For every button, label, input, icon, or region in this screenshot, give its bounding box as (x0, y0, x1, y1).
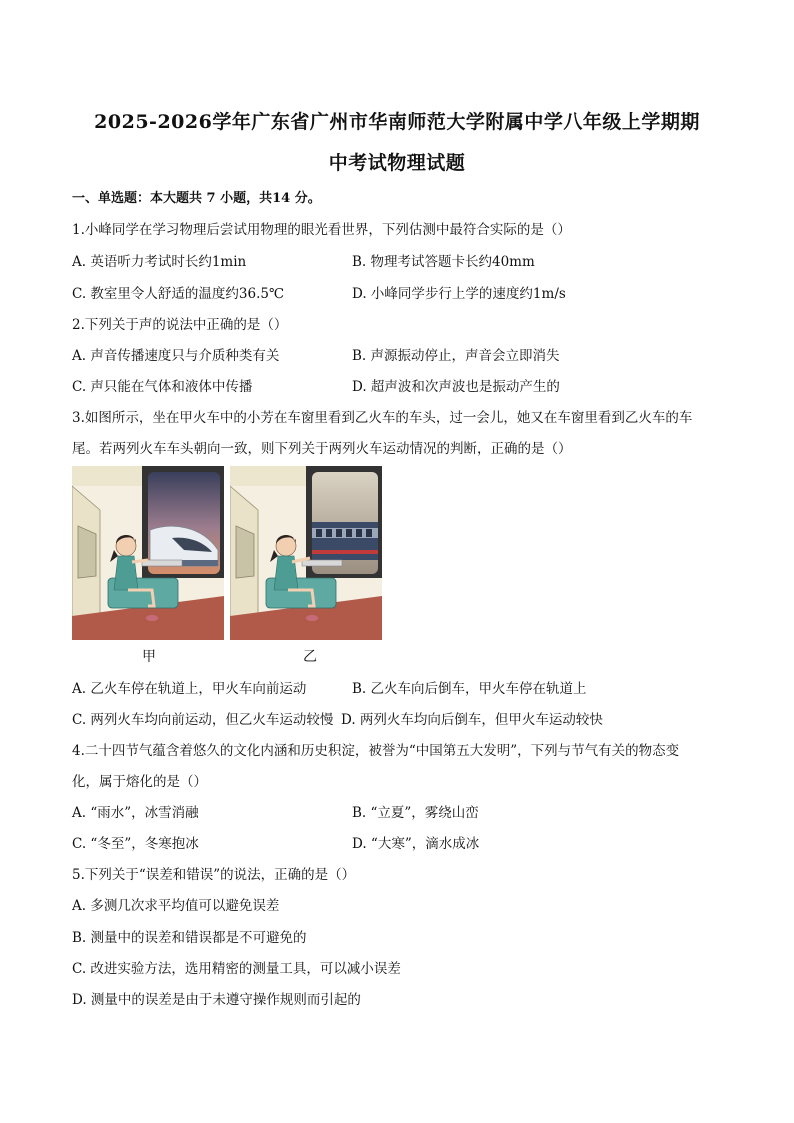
q3-option-a: A. 乙火车停在轨道上，甲火车向前运动 (72, 681, 307, 697)
q1-option-d: D. 小峰同学步行上学的速度约1m/s (352, 286, 566, 302)
q1-option-b: B. 物理考试答题卡长约40mm (352, 254, 535, 270)
q5-option-d: D. 测量中的误差是由于未遵守操作规则而引起的 (72, 992, 361, 1008)
q5-stem: 5.下列关于“误差和错误”的说法，正确的是（） (72, 867, 356, 883)
q1-stem: 1.小峰同学在学习物理后尝试用物理的眼光看世界，下列估测中最符合实际的是（） (72, 222, 571, 238)
section-heading: 一、单选题：本大题共 7 小题，共14 分。 (72, 191, 321, 206)
q3-stem-line2: 尾。若两列火车车头朝向一致，则下列关于两列火车运动情况的判断，正确的是（） (72, 441, 572, 457)
q2-stem: 2.下列关于声的说法中正确的是（） (72, 317, 288, 333)
q2-option-c: C. 声只能在气体和液体中传播 (72, 379, 253, 395)
q2-option-a: A. 声音传播速度只与介质种类有关 (72, 348, 280, 364)
figure-caption-left: 甲 (142, 649, 156, 665)
q4-option-c: C. “冬至”，冬寒抱冰 (72, 836, 199, 852)
q1-option-c: C. 教室里令人舒适的温度约36.5℃ (72, 286, 285, 302)
q4-option-b: B. “立夏”，雾绕山峦 (352, 805, 479, 821)
q3-stem-line1: 3.如图所示，坐在甲火车中的小芳在车窗里看到乙火车的车头，过一会儿，她又在车窗里看到乙火车的车 (72, 410, 693, 426)
q5-option-a: A. 多测几次求平均值可以避免误差 (72, 898, 280, 914)
q3-option-b: B. 乙火车向后倒车，甲火车停在轨道上 (352, 681, 587, 697)
page-title-line2: 中考试物理试题 (328, 152, 466, 174)
q4-stem-line1: 4.二十四节气蕴含着悠久的文化内涵和历史积淀，被誉为“中国第五大发明”，下列与节气有关的物态变 (72, 743, 680, 759)
q5-option-c: C. 改进实验方法，选用精密的测量工具，可以减小误差 (72, 961, 401, 977)
page-title-line1: 2025-2026学年广东省广州市华南师范大学附属中学八年级上学期期 (94, 111, 700, 133)
q4-stem-line2: 化，属于熔化的是（） (72, 774, 207, 790)
q2-option-b: B. 声源振动停止，声音会立即消失 (352, 348, 560, 364)
figure-caption-right: 乙 (303, 649, 317, 665)
train-figure-left (72, 466, 224, 640)
train-figure-right (230, 466, 382, 640)
q2-option-d: D. 超声波和次声波也是振动产生的 (352, 379, 560, 395)
q1-option-a: A. 英语听力考试时长约1min (72, 254, 247, 270)
q3-option-c: C. 两列火车均向前运动，但乙火车运动较慢 (72, 712, 334, 728)
q5-option-b: B. 测量中的误差和错误都是不可避免的 (72, 930, 307, 946)
q4-option-d: D. “大寒”，滴水成冰 (352, 836, 480, 852)
q3-option-d: D. 两列火车均向后倒车，但甲火车运动较快 (341, 712, 603, 728)
q4-option-a: A. “雨水”，冰雪消融 (72, 805, 199, 821)
